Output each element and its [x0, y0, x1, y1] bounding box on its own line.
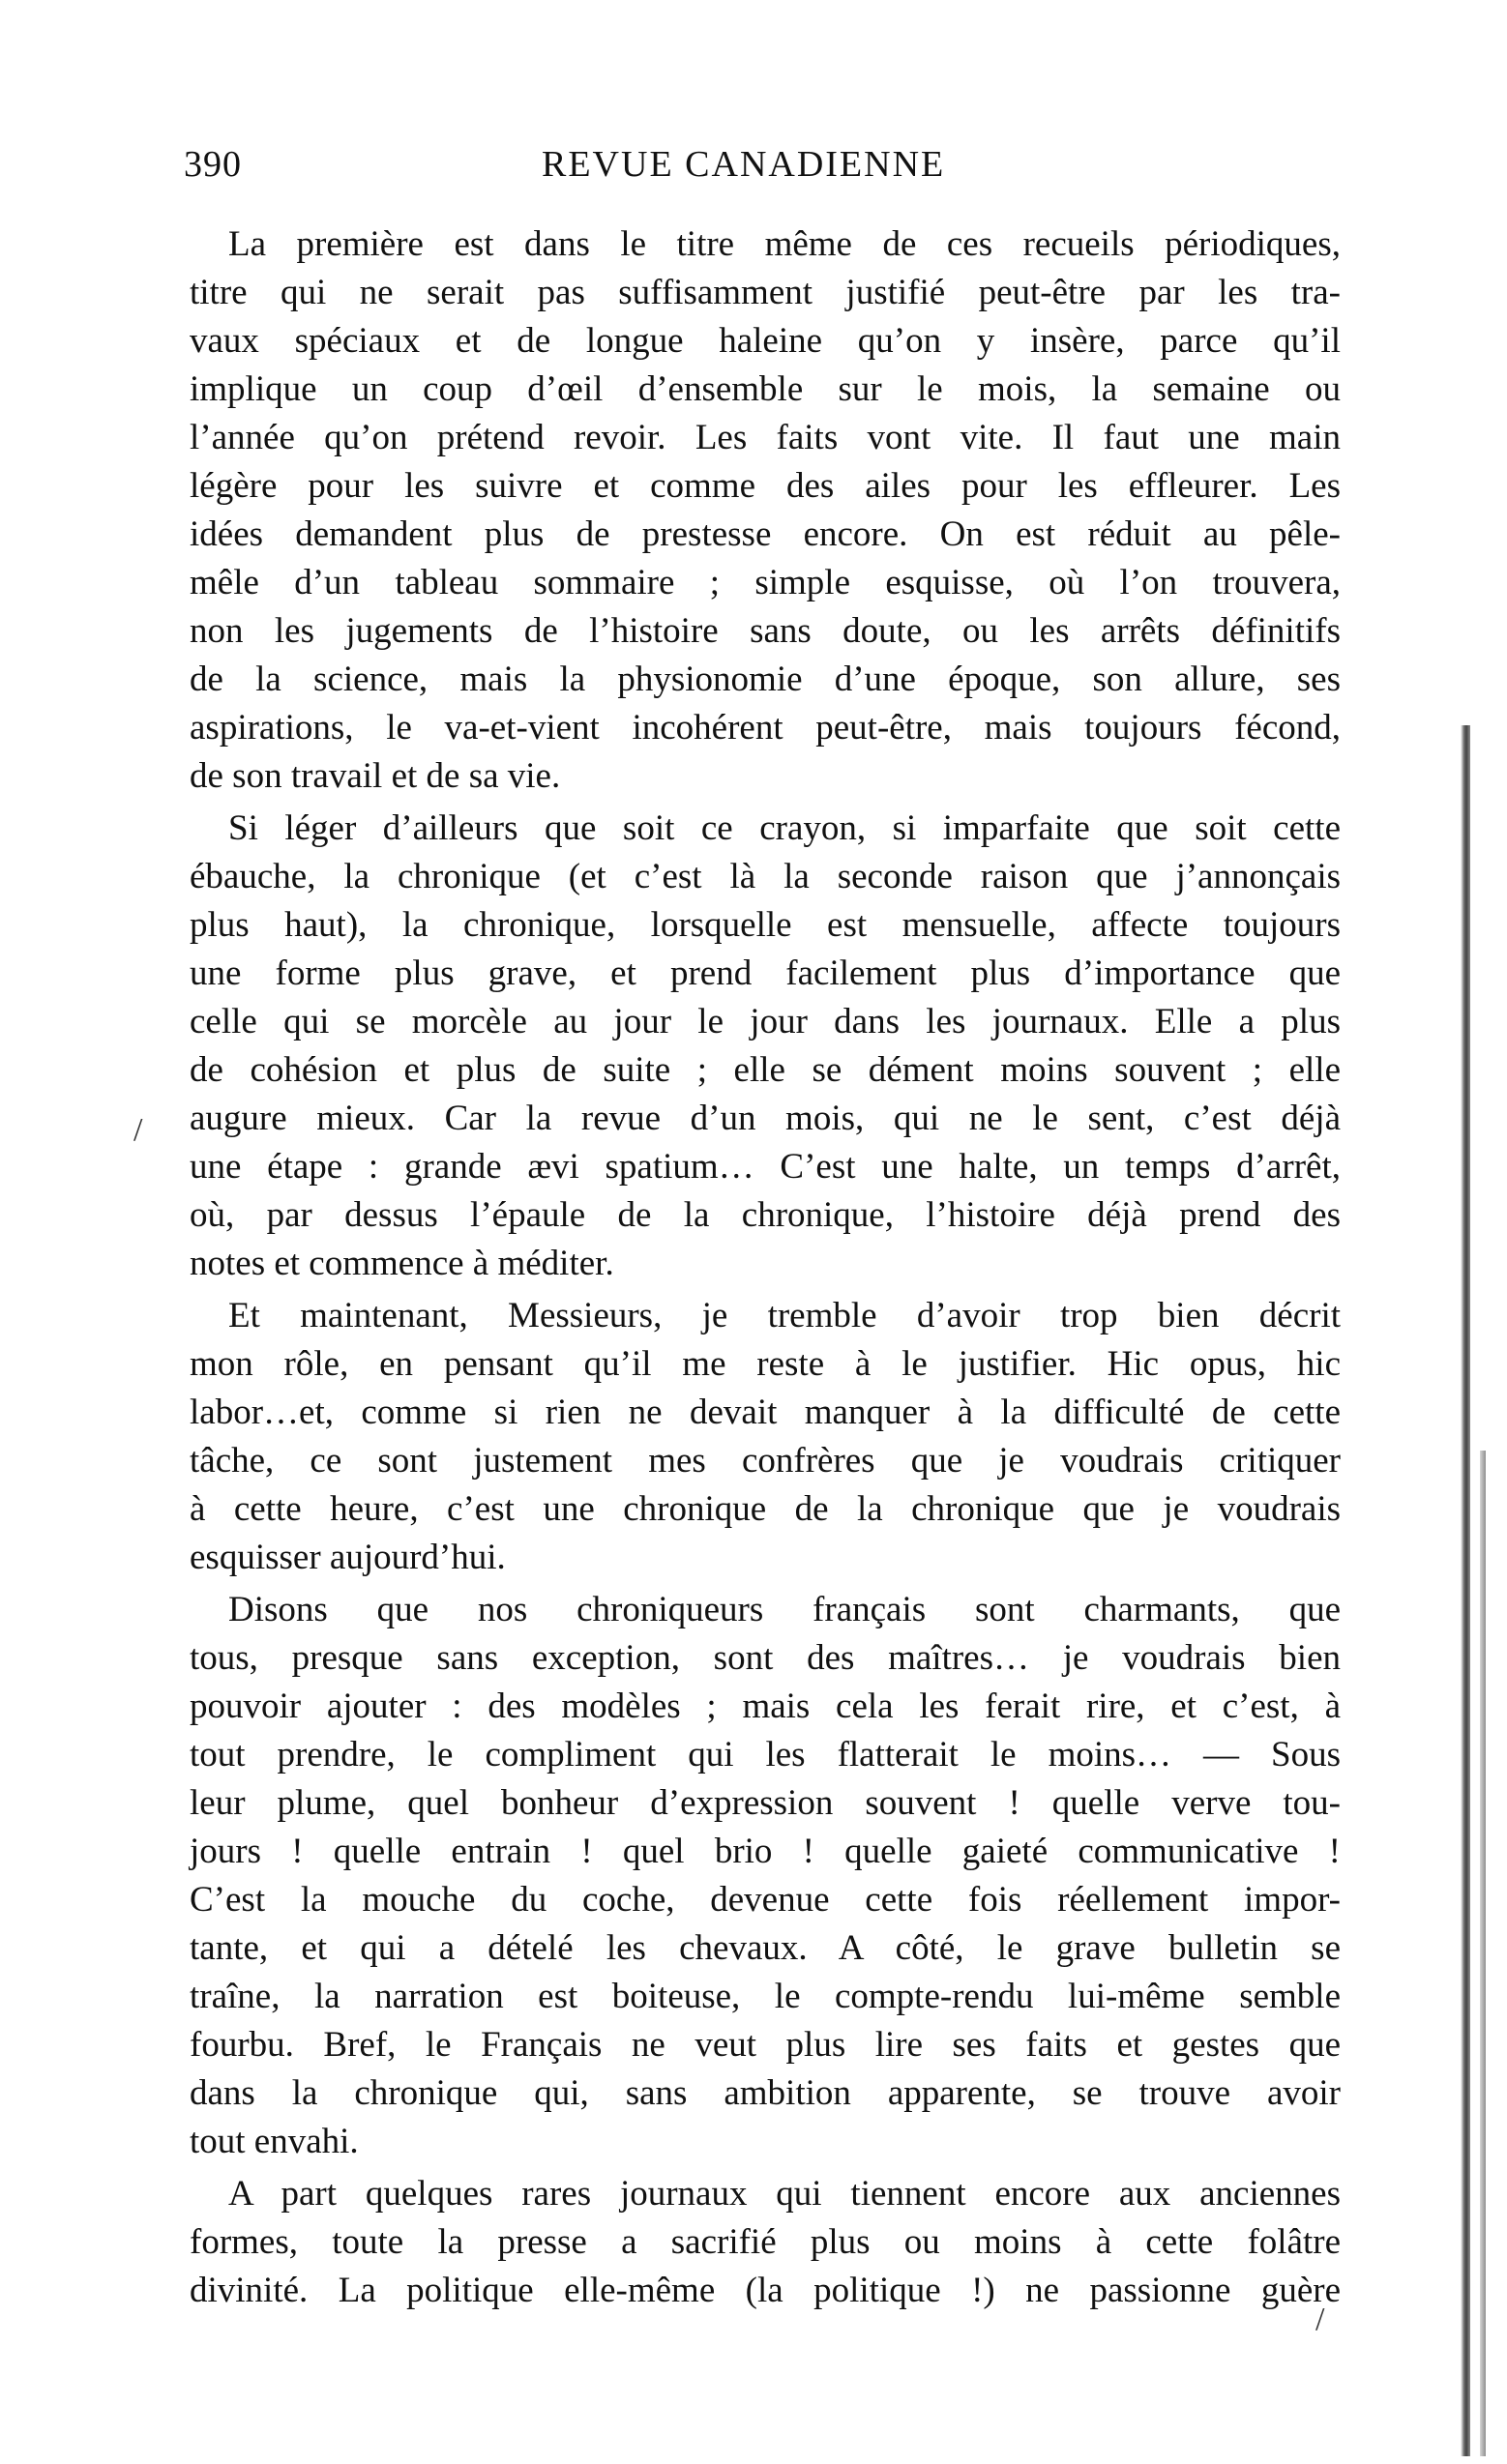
- text-line: tous, presque sans exception, sont des maîtres… je voudrais bien: [190, 1638, 1341, 1678]
- text-line: esquisser aujourd’hui.: [190, 1538, 506, 1577]
- page-number: 390: [184, 144, 242, 185]
- text-line: tout prendre, le compliment qui les flatterait le moins… — Sous: [190, 1735, 1341, 1775]
- text-line: divinité. La politique elle-même (la politique !) ne passionne guère: [190, 2271, 1341, 2310]
- text-line: fourbu. Bref, le Français ne veut plus lire ses faits et gestes que: [190, 2025, 1341, 2065]
- text-line: l’année qu’on prétend revoir. Les faits vont vite. Il faut une main: [190, 418, 1341, 457]
- text-line: plus haut), la chronique, lorsquelle est mensuelle, affecte toujours: [190, 905, 1341, 945]
- text-line: implique un coup d’œil d’ensemble sur le mois, la semaine ou: [190, 369, 1341, 409]
- text-line: titre qui ne serait pas suffisamment justifié peut-être par les tra-: [190, 273, 1341, 312]
- text-line: vaux spéciaux et de longue haleine qu’on y insère, parce qu’il: [190, 321, 1341, 361]
- text-line: tout envahi.: [190, 2122, 359, 2161]
- text-line: traîne, la narration est boiteuse, le compte-rendu lui-même semble: [190, 1977, 1341, 2016]
- text-line: où, par dessus l’épaule de la chronique, l’histoire déjà prend des: [190, 1195, 1341, 1235]
- text-line: La première est dans le titre même de ces recueils périodiques,: [228, 224, 1341, 264]
- text-line: de la science, mais la physionomie d’une époque, son allure, ses: [190, 660, 1341, 699]
- text-line: tâche, ce sont justement mes confrères que je voudrais critiquer: [190, 1441, 1341, 1481]
- text-line: augure mieux. Car la revue d’un mois, qui ne le sent, c’est déjà: [190, 1099, 1341, 1138]
- text-line: Disons que nos chroniqueurs français sont charmants, que: [228, 1590, 1341, 1629]
- binding-edge-shadow: [1461, 725, 1470, 2456]
- text-line: une étape : grande ævi spatium… C’est une halte, un temps d’arrêt,: [190, 1147, 1341, 1187]
- text-line: légère pour les suivre et comme des ailes pour les effleurer. Les: [190, 466, 1341, 506]
- text-line: non les jugements de l’histoire sans doute, ou les arrêts définitifs: [190, 611, 1341, 651]
- text-line: pouvoir ajouter : des modèles ; mais cela les ferait rire, et c’est, à: [190, 1687, 1341, 1726]
- text-line: de cohésion et plus de suite ; elle se dément moins souvent ; elle: [190, 1050, 1341, 1090]
- text-line: tante, et qui a dételé les chevaux. A côté, le grave bulletin se: [190, 1928, 1341, 1968]
- body-text: [190, 220, 1341, 2315]
- text-line: aspirations, le va-et-vient incohérent peut-être, mais toujours fécond,: [190, 708, 1341, 748]
- text-line: à cette heure, c’est une chronique de la chronique que je voudrais: [190, 1489, 1341, 1529]
- text-line: une forme plus grave, et prend facilement plus d’importance que: [190, 953, 1341, 993]
- text-line: notes et commence à méditer.: [190, 1244, 614, 1283]
- margin-mark: /: [1315, 2302, 1325, 2337]
- text-line: jours ! quelle entrain ! quel brio ! quelle gaieté communicative !: [190, 1832, 1341, 1871]
- text-line: de son travail et de sa vie.: [190, 756, 561, 796]
- text-line: formes, toute la presse a sacrifié plus ou moins à cette folâtre: [190, 2222, 1341, 2262]
- binding-edge-shadow: [1480, 1451, 1486, 2456]
- running-title: REVUE CANADIENNE: [542, 144, 946, 185]
- text-line: A part quelques rares journaux qui tiennent encore aux anciennes: [228, 2174, 1341, 2214]
- text-line: leur plume, quel bonheur d’expression souvent ! quelle verve tou-: [190, 1783, 1341, 1823]
- text-line: idées demandent plus de prestesse encore. On est réduit au pêle-: [190, 514, 1341, 554]
- text-line: Et maintenant, Messieurs, je tremble d’avoir trop bien décrit: [228, 1296, 1341, 1335]
- text-line: celle qui se morcèle au jour le jour dans les journaux. Elle a plus: [190, 1002, 1341, 1041]
- text-line: mêle d’un tableau sommaire ; simple esquisse, où l’on trouvera,: [190, 563, 1341, 602]
- text-line: ébauche, la chronique (et c’est là la seconde raison que j’annonçais: [190, 857, 1341, 896]
- text-line: C’est la mouche du coche, devenue cette fois réellement impor-: [190, 1880, 1341, 1920]
- page-header: [184, 143, 1344, 201]
- text-line: dans la chronique qui, sans ambition apparente, se trouve avoir: [190, 2073, 1341, 2113]
- margin-mark: /: [133, 1112, 143, 1148]
- text-line: Si léger d’ailleurs que soit ce crayon, si imparfaite que soit cette: [228, 808, 1341, 848]
- text-line: labor…et, comme si rien ne devait manquer à la difficulté de cette: [190, 1393, 1341, 1432]
- text-line: mon rôle, en pensant qu’il me reste à le justifier. Hic opus, hic: [190, 1344, 1341, 1384]
